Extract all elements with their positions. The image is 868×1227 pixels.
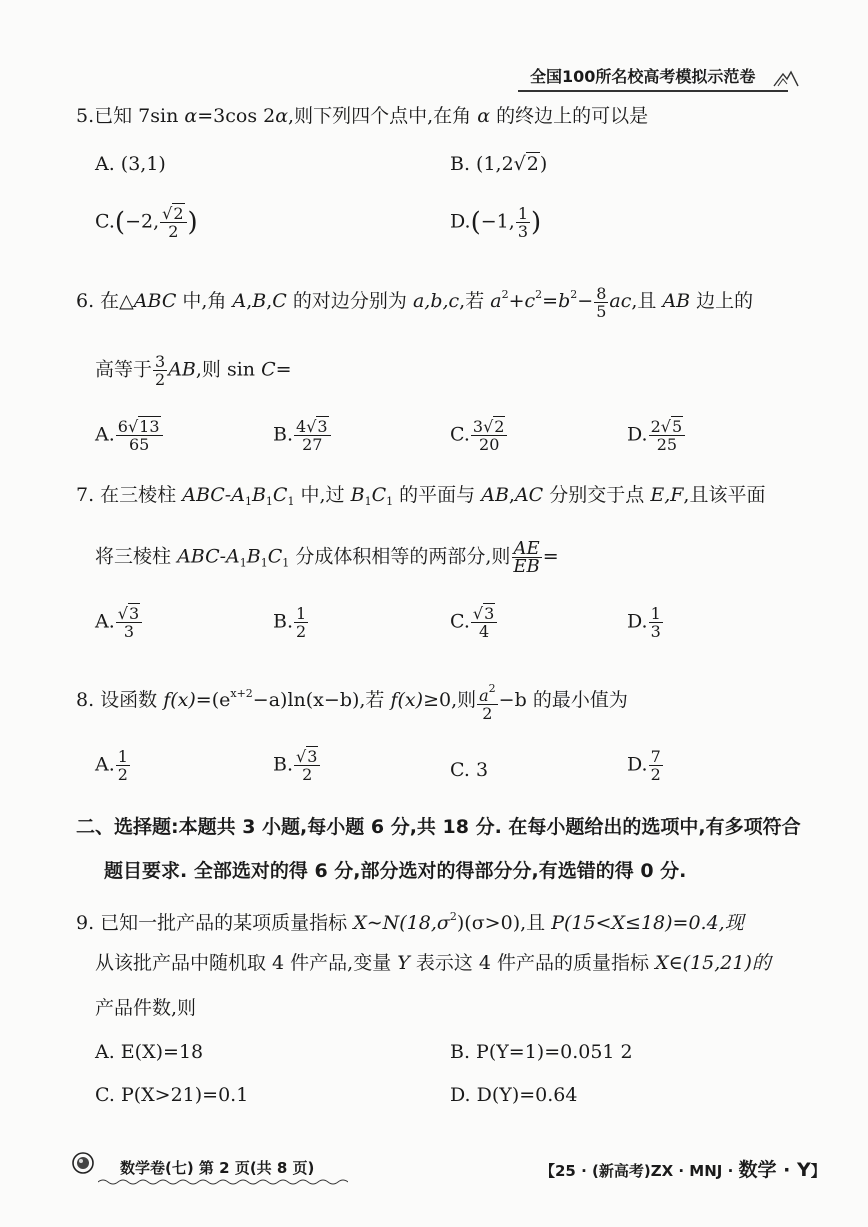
question-7-option-d: D. $\frac{1}{3}$: [627, 604, 661, 641]
question-5-option-d: D.(−1, $\frac{1}{3}$ ): [450, 204, 542, 241]
question-7-option-b: B. $\frac{1}{2}$: [273, 604, 307, 641]
footer-wave-divider: [98, 1178, 348, 1186]
question-5-option-b: B. (1,2√2): [450, 153, 548, 175]
footer-page-info: 数学卷(七) 第 2 页(共 8 页): [120, 1159, 315, 1177]
question-6-stem-line-1: 6. 在△ABC 中,角 A,B,C 的对边分别为 a,b,c,若 $a^2+c^2=b^2-$ $\frac{8}{5}$ ac,且 AB 边上的: [76, 283, 754, 321]
exam-series-header: [518, 60, 788, 92]
question-6-option-d: D. $\frac{2√5}{25}$: [627, 418, 686, 453]
question-8-option-b: B. $\frac{√3}{2}$: [273, 748, 321, 783]
question-9-stem-line-1: 9. 已知一批产品的某项质量指标 $X\sim N(18,\sigma^2)(\sigma>0)$,且 P(15<X≤18)=0.4,现: [76, 910, 744, 934]
exam-series-title: 全国100所名校高考模拟示范卷: [530, 67, 756, 86]
question-5-stem: 5.已知 7sin α=3cos 2α,则下列四个点中,在角 α 的终边上的可以是: [76, 105, 649, 127]
question-6-option-a: A. $\frac{6√13}{65}$: [95, 418, 164, 453]
question-6-option-b: B. $\frac{4√3}{27}$: [273, 418, 332, 453]
question-7-option-a: A. $\frac{√3}{3}$: [95, 605, 143, 640]
question-7-option-c: C. $\frac{√3}{4}$: [450, 605, 498, 640]
section-2-heading-line-2: 题目要求. 全部选对的得 6 分,部分选对的得部分分,有选错的得 0 分.: [104, 860, 687, 882]
question-5-option-c: C.(−2, $\frac{√2}{2}$ ): [95, 204, 198, 241]
question-7-stem-line-1: 7. 在三棱柱 ABC-$A_1B_1C_1$ 中,过 $B_1C_1$ 的平面与 AB,AC 分别交于点 E,F,且该平面: [76, 484, 766, 508]
question-5-option-a: A. (3,1): [95, 153, 166, 175]
question-6-option-c: C. $\frac{3√2}{20}$: [450, 418, 508, 453]
question-8-option-c: C. 3: [450, 759, 489, 781]
question-8-option-d: D. $\frac{7}{2}$: [627, 747, 661, 784]
question-9-option-b: B. P(Y=1)=0.051 2: [450, 1041, 633, 1063]
footer-exam-code: 【25 · (新高考)ZX · MNJ · 数学 · Y】: [540, 1159, 826, 1181]
question-8-option-a: A. $\frac{1}{2}$: [95, 747, 128, 784]
question-9-option-a: A. E(X)=18: [95, 1041, 204, 1063]
question-7-stem-line-2: 将三棱柱 ABC-$A_1B_1C_1$ 分成体积相等的两部分,则 $\frac{AE}{EB}$ =: [95, 538, 559, 577]
question-6-stem-line-2: 高等于 $\frac{3}{2}$ AB,则 sin C=: [95, 352, 292, 389]
question-9-stem-line-2: 从该批产品中随机取 4 件产品,变量 Y 表示这 4 件产品的质量指标 X∈(15,21)的: [95, 952, 771, 974]
question-9-option-c: C. P(X>21)=0.1: [95, 1084, 249, 1106]
header-mountain-icon: [772, 68, 800, 88]
question-9-stem-line-3: 产品件数,则: [95, 997, 197, 1019]
question-9-option-d: D. D(Y)=0.64: [450, 1084, 578, 1106]
question-8-stem: 8. 设函数 $f(x)=(e^{x+2}-a)\ln(x-b)$,若 f(x)≥0,则 $\frac{a^2}{2}$ −b 的最小值为: [76, 682, 628, 723]
section-2-heading-line-1: 二、选择题:本题共 3 小题,每小题 6 分,共 18 分. 在每小题给出的选项中,有多项符合: [76, 816, 801, 838]
publisher-logo-icon: [72, 1152, 94, 1174]
